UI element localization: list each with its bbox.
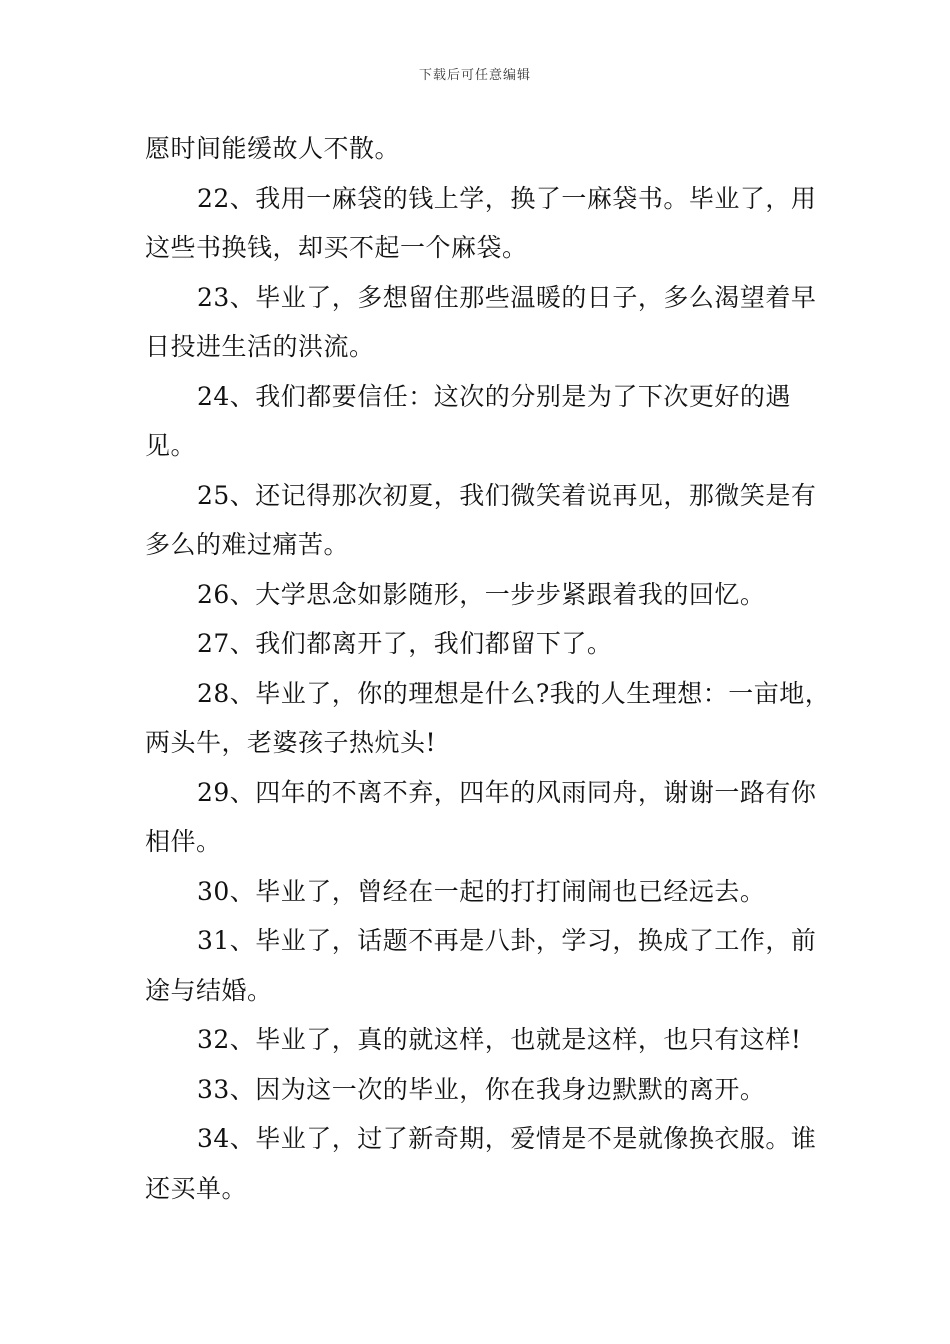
paragraph: 25、还记得那次初夏，我们微笑着说再见，那微笑是有多么的难过痛苦。 bbox=[145, 480, 817, 559]
paragraph: 30、毕业了，曾经在一起的打打闹闹也已经远去。 bbox=[197, 876, 766, 906]
paragraph: 愿时间能缓故人不散。 bbox=[145, 134, 401, 163]
paragraph: 28、毕业了，你的理想是什么?我的人生理想：一亩地，两头牛，老婆孩子热炕头! bbox=[145, 678, 831, 757]
paragraph: 34、毕业了，过了新奇期，爱情是不是就像换衣服。谁还买单。 bbox=[145, 1124, 817, 1203]
paragraph: 29、四年的不离不弃，四年的风雨同舟，谢谢一路有你相伴。 bbox=[145, 777, 817, 856]
paragraph: 27、我们都离开了，我们都留下了。 bbox=[197, 629, 613, 658]
paragraph: 33、因为这一次的毕业，你在我身边默默的离开。 bbox=[197, 1074, 766, 1104]
paragraph: 22、我用一麻袋的钱上学，换了一麻袋书。毕业了，用这些书换钱，却买不起一个麻袋。 bbox=[145, 183, 817, 262]
document-body bbox=[145, 124, 835, 1213]
page-header: 下载后可任意编辑 bbox=[418, 68, 531, 83]
paragraph: 26、大学思念如影随形，一步步紧跟着我的回忆。 bbox=[197, 579, 766, 609]
paragraph: 23、毕业了，多想留住那些温暖的日子，多么渴望着早日投进生活的洪流。 bbox=[145, 282, 817, 361]
paragraph: 31、毕业了，话题不再是八卦，学习，换成了工作，前途与结婚。 bbox=[145, 926, 817, 1005]
paragraph: 24、我们都要信任：这次的分别是为了下次更好的遇见。 bbox=[145, 381, 791, 460]
paragraph: 32、毕业了，真的就这样，也就是这样，也只有这样! bbox=[197, 1025, 802, 1054]
